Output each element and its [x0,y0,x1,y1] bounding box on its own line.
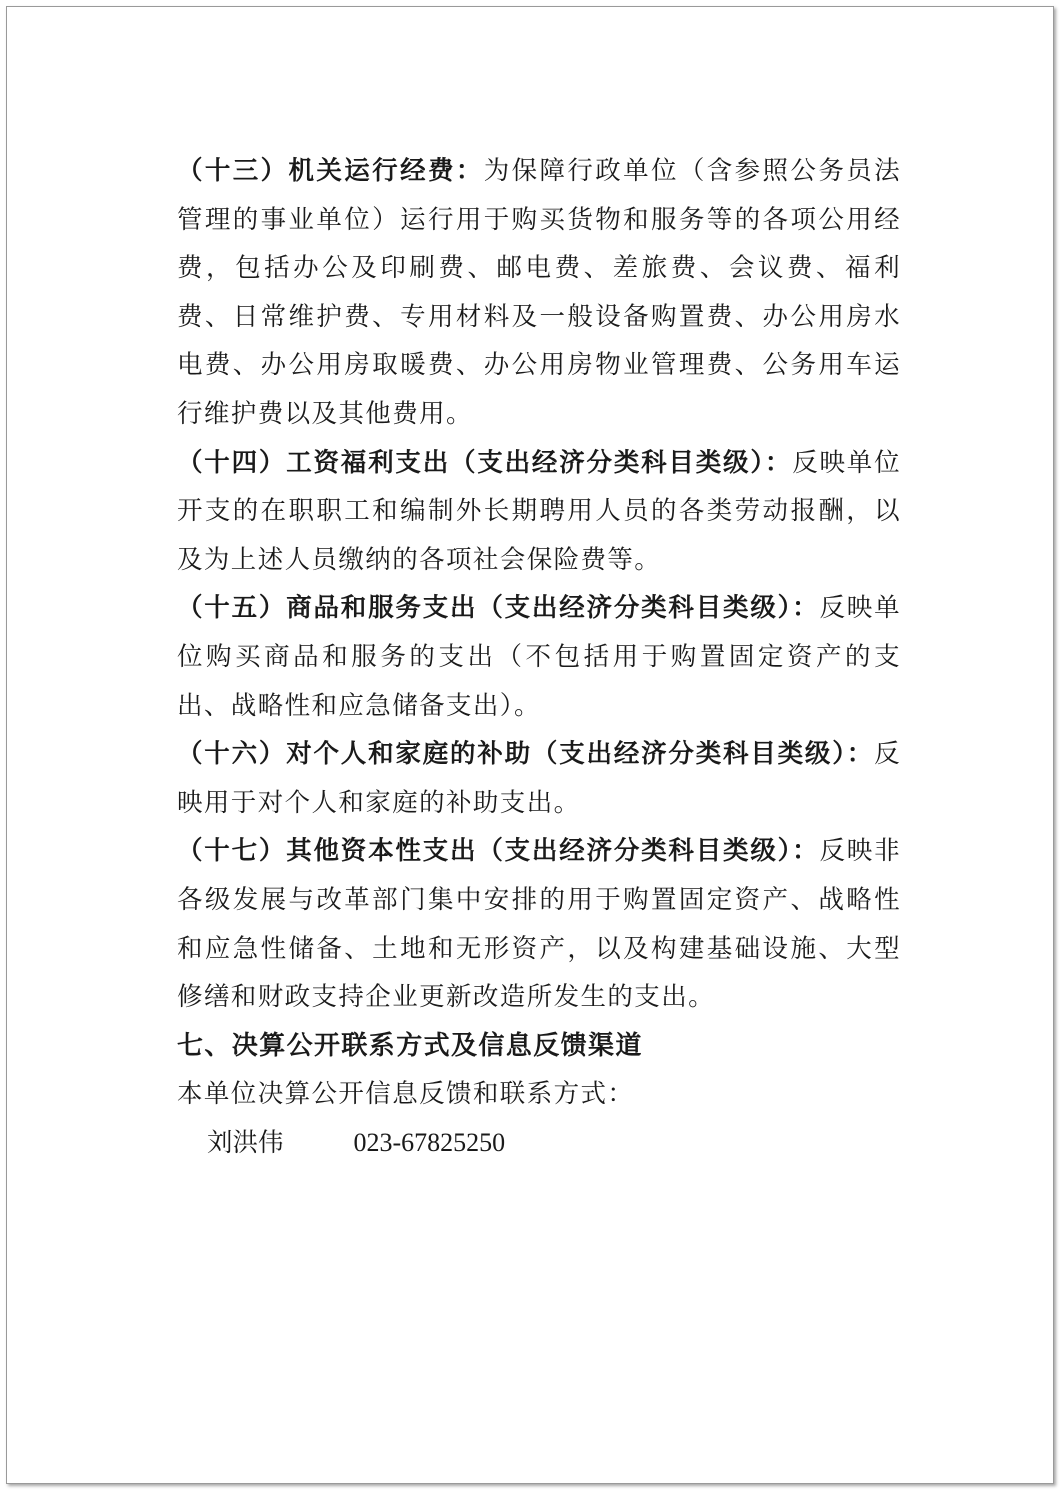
item-body: 反映用于对个人和家庭的补助支出。 [177,739,901,818]
item-body: 反映单位购买商品和服务的支出（不包括用于购置固定资产的支出、战略性和应急储备支出）。 [177,593,902,721]
page-content [177,147,901,1167]
item-body: 为保障行政单位（含参照公务员法管理的事业单位）运行用于购买货物和服务等的各项公用经费，包括办公及印刷费、邮电费、差旅费、会议费、福利费、日常维护费、专用材料及一般设备购置费、办公用房水电费、办公用房取暖费、办公用房物业管理费、公务用车运行维护费以及其他费用。 [177,156,901,429]
contact-name: 刘洪伟 [207,1127,284,1158]
item-13 [177,147,901,439]
item-14 [177,439,901,585]
item-heading: （十四）工资福利支出（支出经济分类科目类级）： [177,447,793,478]
contact-line [177,1119,901,1168]
document-page [6,6,1054,1484]
item-body: 反映单位开支的在职职工和编制外长期聘用人员的各类劳动报酬，以及为上述人员缴纳的各项社会保险费等。 [177,447,901,575]
item-body: 反映非各级发展与改革部门集中安排的用于购置固定资产、战略性和应急性储备、土地和无形资产，以及构建基础设施、大型修缮和财政支持企业更新改造所发生的支出。 [177,836,902,1013]
section-7-heading: 七、决算公开联系方式及信息反馈渠道 [177,1030,643,1061]
contact-phone: 023-67825250 [353,1127,506,1157]
contact-intro: 本单位决算公开信息反馈和联系方式： [177,1079,635,1110]
item-heading: （十五）商品和服务支出（支出经济分类科目类级）： [177,593,820,624]
item-heading: （十七）其他资本性支出（支出经济分类科目类级）： [177,836,820,867]
item-heading: （十六）对个人和家庭的补助（支出经济分类科目类级）： [177,739,875,770]
item-16 [177,730,901,827]
item-17 [177,827,901,1021]
item-15 [177,584,901,730]
item-heading: （十三）机关运行经费： [177,156,484,186]
